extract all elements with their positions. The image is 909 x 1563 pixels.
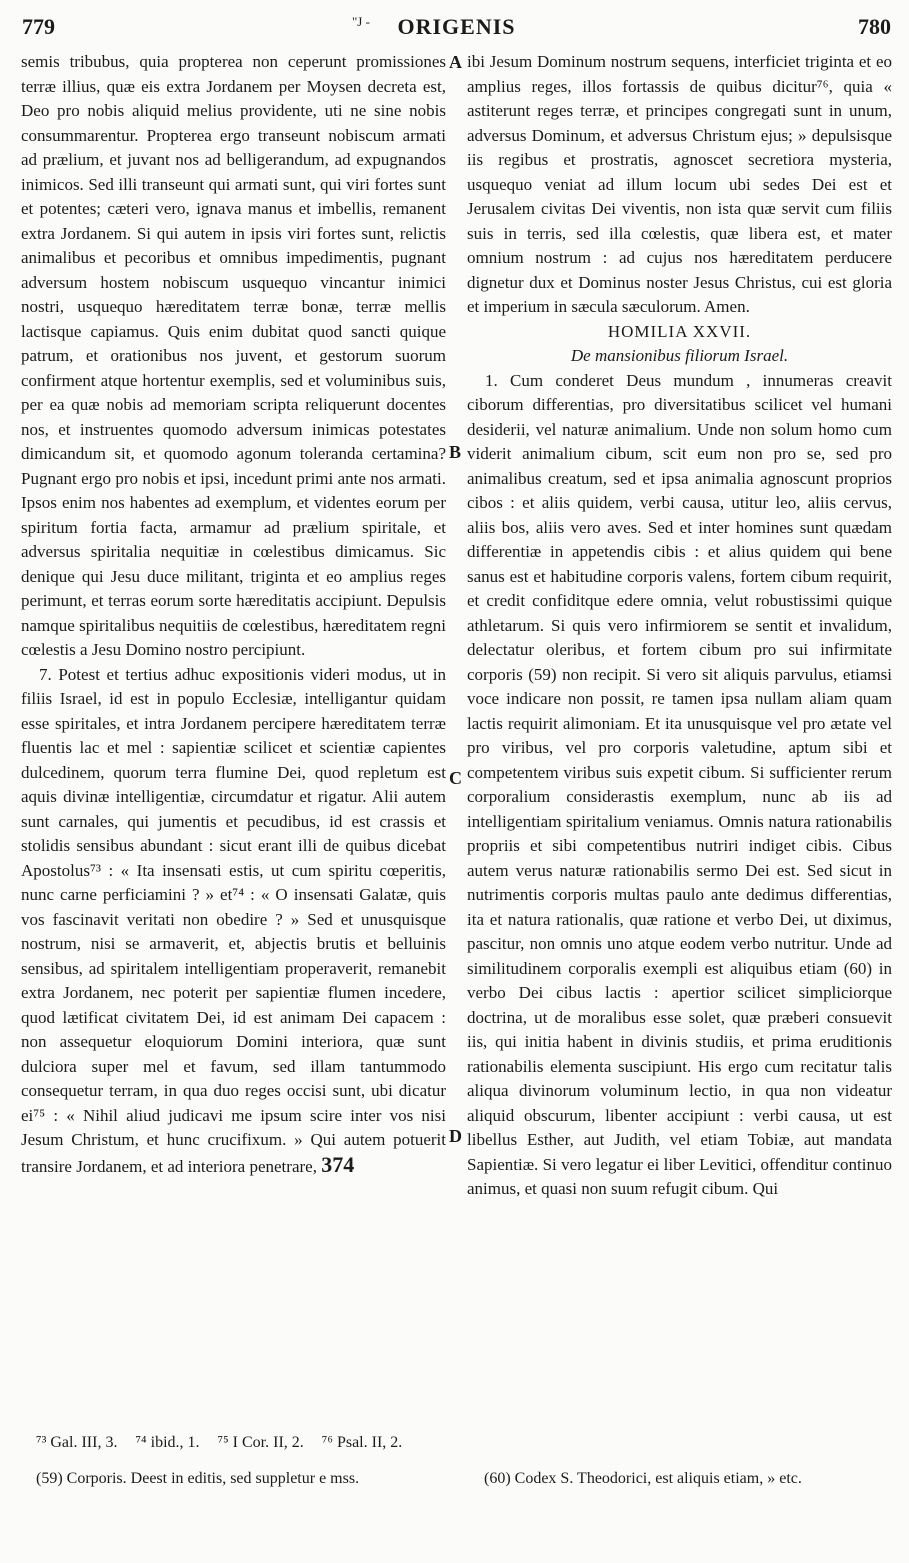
footnote-74: ⁷⁴ ibid., 1. bbox=[135, 1434, 200, 1451]
top-marks: "J - bbox=[352, 14, 370, 29]
footnote-75: ⁷⁵ I Cor. II, 2. bbox=[217, 1434, 304, 1451]
left-page-number: 779 bbox=[22, 14, 55, 39]
left-paragraph-2 bbox=[21, 663, 446, 1180]
margin-letter-a: A bbox=[449, 52, 462, 72]
note-59: (59) Corporis. Deest in editis, sed suppletur e mss. bbox=[36, 1470, 360, 1487]
running-title: ORIGENIS bbox=[397, 14, 516, 39]
footnote-76: ⁷⁶ Psal. II, 2. bbox=[321, 1434, 403, 1451]
right-paragraph-1: ibi Jesum Dominum nostrum sequens, interficiet triginta et eo amplius reges, illos fortassis de quibus dicitur⁷⁶, quia « astiterunt reges terræ, et principes congregati sunt in unum, adversus Dominum, et adversus Christum ejus; » depulsisque iis regibus et prostratis, agnoscet secretiora mysteria, usquequo veniat ad illum locum ubi sedes Dei est et Jerusalem civitas Dei viventis, non ista quæ servit cum filiis suis in terris, sed illa cœlestis, quæ libera est, et mater omnium nostrum : ad cujus nos hæreditatem perducere dignetur dux et Dominus noster Jesus Christus, cui est gloria et imperium in sæcula sæculorum. Amen. bbox=[467, 52, 892, 316]
right-paragraph-2: 1. Cum conderet Deus mundum , innumeras creavit ciborum differentias, pro diversitatibus scilicet vel humani desiderii, vel naturæ animalium. Unde non solum homo cum viderit animalium cibum, scit eum non pro se, sed pro animalibus creatum, sed et ipsa animalia agnoscunt proprios cibos : et aliis quidem, verbi causa, utitur leo, aliis cervus, aliis bos, aliis vero aves. Sed et inter homines sunt quædam differentiæ in appetendis cibis : et alius quidem qui bene sanus est et habitudine corporis valens, fortem cibum requirit, et credit confiditque edere omnia, velut robustissimi quique athletarum. Si quis vero infirmiorem se sentit et invalidum, delectatur oleribus, et fortem cibum pro sui infirmitate corporis (59) non recipit. Si vero sit aliquis parvulus, etiamsi voce indicare non possit, re tamen ipsa nullam aliam quam lactis requirit alimoniam. Et ita unusquisque vel pro ætate vel pro viribus, vel pro corporis valetudine, aptum sibi et competentem viribus suis expetit cibum. Si sufficienter rerum corporalium considerastis exemplum, nunc ab iis ad intelligentiam spiritalium veniamus. Omnis natura rationabilis propriis et sibi competentibus nutriri indiget cibis. Cibus autem verus naturæ rationabilis sermo Dei est. Sed sicut in nutrimentis corporis multas paulo ante dedimus differentias, ita et natura rationalis, quæ ratione et verbo Dei, ut diximus, pascitur, non omnis uno atque eodem verbo nutritur. Unde ad similitudinem corporalis exempli est aliquibus etiam (60) in verbo Dei cibus lactis : apertior scilicet simpliciorque doctrina, ut de moralibus esse solet, quæ præberi consuevit iis, qui initia habent in divinis studiis, et prima eruditionis rationabilis elementa suscipiunt. His ergo cum recitatur talis aliqua divinorum voluminum lectio, in qua non videatur aliquid obscurum, libenter accipiunt : verbi causa, ut est libellus Esther, aut Judith, vel etiam Tobiæ, aut mandata Sapientiæ. Si vero legatur ei liber Levitici, offenditur continuo animus, et quasi non suum refugit cibum. Qui bbox=[467, 370, 892, 1198]
left-column bbox=[21, 50, 446, 1179]
note-60: (60) Codex S. Theodorici, est aliquis etiam, » etc. bbox=[484, 1470, 802, 1487]
left-paragraph-2-text: 7. Potest et tertius adhuc expositionis videri modus, ut in filiis Israel, id est in populo Ecclesiæ, intelligantur quidam esse spiritales, et intra Jordanem percipere hæreditatem terræ fluentis lac et mel : sapientiæ scilicet et scientiæ capientes dulcedinem, quorum terra flumine Dei, quod repletum est aquis divinæ intelligentiæ, circumdatur et rigatur. Alii autem sunt carnales, qui jumentis et pecudibus, id est crassis et stolidis sensibus abundant : sicut erant illi de quibus dicebat Apostolus⁷³ : « Ita insensati estis, ut cum spiritu cœperitis, nunc carne perficiamini ? » et⁷⁴ : « O insensati Galatæ, quis vos fascinavit veritati non obedire ? » Sed et unusquisque nostrum, nisi se armaverit, et, abjectis brutis et belluinis sensibus, ad spiritalem intelligentiam properaverit, remanebit extra Jordanem, nec poterit per sapientiæ flumen incedere, quod lætificat civitatem Dei, id est animam Dei capacem : non assequetur eloquiorum Domini interiora, quæ sunt dulciora super mel et favum, sed illam tantummodo consequetur terram, in qua duo reges occisi sunt, ubi dicatur ei⁷⁵ : « Nihil aliud judicavi me ipsum scire inter vos nisi Jesum Christum, et hunc crucifixum. » Qui autem potuerit transire Jordanem, et ad interiora penetrare, bbox=[21, 664, 446, 1176]
margin-letter-d: D bbox=[449, 1126, 462, 1146]
page-header bbox=[22, 14, 891, 42]
plate-number: 374 bbox=[321, 1151, 355, 1177]
margin-letter-c: C bbox=[449, 768, 462, 788]
footnotes bbox=[36, 1434, 889, 1464]
homily-subtitle: De mansionibus filiorum Israel. bbox=[570, 346, 789, 365]
homily-title: HOMILIA XXVII. bbox=[607, 321, 752, 341]
footnote-73: ⁷³ Gal. III, 3. bbox=[36, 1434, 118, 1451]
right-page-number: 780 bbox=[858, 14, 891, 39]
margin-letter-b: B bbox=[449, 442, 462, 462]
right-column bbox=[467, 50, 892, 1202]
left-paragraph-1: semis tribubus, quia propterea non ceperunt promissiones terræ illius, quæ eis extra Jordanem per Moysen decreta est, Deo pro nobis aliquid melius providente, uti ne sine nobis consummarentur. Propterea ergo transeunt nobiscum armati ad prælium, et juvant nos ad belligerandum, ad expugnandos inimicos. Sed illi transeunt qui armati sunt, qui viri fortes sunt et potentes; cæteri vero, ignava manus et imbellis, remanent extra Jordanem. Si qui autem in ipsis viri fortes sunt, relictis animalibus et pecoribus et omnibus impedimentis, pugnant adversum hostem nobiscum usquequo vincantur inimici nostri, usquequo hæreditatem terræ bonæ, terræ mellis lactisque capiamus. Quis enim dubitat quod sancti quique patrum, et orationibus nos juvent, et gestorum suorum confirment atque hortentur exemplis, sed et voluminibus suis, per ea quæ nobis ad memoriam scripta reliquerunt docentes nos, et instruentes quomodo adversum inimicas potestates dimicandum sit, et quomodo agonum toleranda certamina? Pugnant ergo pro nobis et ipsi, incedunt primi ante nos armati. Ipsos enim nos habentes ad exemplum, et videntes eorum per spiritum fortia facta, armamur ad prælium spiritale, et adversus spiritalia nequitiæ in cœlestibus dimicamus. Sic denique qui Jesu duce militant, triginta et eo amplius reges perimunt, et terras eorum sorte hæreditatis accipiunt. Depulsis namque spiritalibus nequitiis de cœlestibus, hæreditatem regni cœlestis a Jesu Domino nostro percipiunt. bbox=[21, 52, 446, 659]
